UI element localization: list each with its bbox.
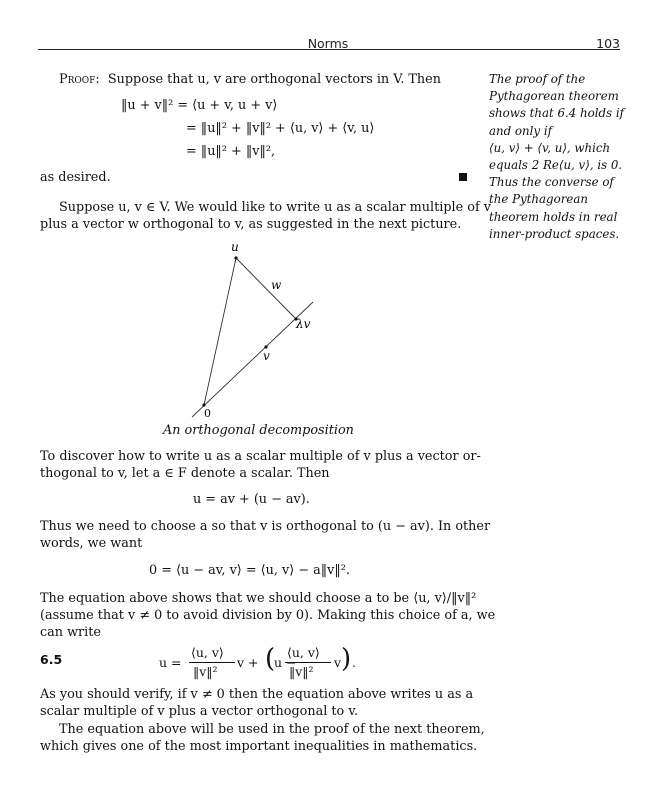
page-number: 103 [596,36,620,51]
w-vector-line [236,258,296,319]
sidebar-note-line: inner-product spaces. [489,226,620,241]
sidebar-note-line: equals 2 Re⟨u, v⟩, is 0. [489,158,623,173]
equation-number: 6.5 [40,652,63,667]
sidebar-note-line: The proof of the [489,72,586,86]
figure-caption: An orthogonal decomposition [163,423,354,438]
paragraph-4-line-2: (assume that v ≠ 0 to avoid division by 0). Making this choice of a, we [40,608,496,623]
sidebar-note-line: theorem holds in real [489,209,618,224]
proof-equation-3: = ‖u‖² + ‖v‖², [186,144,276,159]
eq65-denominator-1: ‖v‖² [193,664,218,679]
label-origin: 0 [204,407,211,420]
paragraph-2-line-1: To discover how to write u as a scalar multiple of v plus a vector or- [40,449,481,464]
eq65-fraction-bar-2 [285,662,331,663]
eq65-fraction-bar-1 [189,662,235,663]
eq65-open-paren: ( [265,644,276,674]
proof-equation-2: = ‖u‖² + ‖v‖² + ⟨u, v⟩ + ⟨v, u⟩ [186,121,375,136]
label-lambda-v: λv [296,317,311,331]
sidebar-note-line: shows that 6.4 holds if [489,106,624,121]
paragraph-6-line-2: which gives one of the most important inequalities in mathematics. [40,739,478,754]
paragraph-1-line-2: plus a vector w orthogonal to v, as suggested in the next picture. [40,217,462,232]
proof-closing: as desired. [40,170,111,185]
sidebar-note-line: Pythagorean theorem [489,89,619,104]
eq65-close-paren: ) [341,644,352,674]
proof-intro: Suppose that u, v are orthogonal vectors in V. Then [107,72,441,87]
sidebar-note-line: and only if [489,123,552,138]
eq65-lhs: u = [159,655,182,670]
paragraph-5-line-2: scalar multiple of v plus a vector orthogonal to v. [40,704,359,719]
u-vector-line [204,258,236,405]
proof-label: Proof: [59,72,100,87]
eq65-numerator-1: ⟨u, v⟩ [191,645,224,660]
label-u: u [231,240,239,254]
paragraph-3-line-1: Thus we need to choose a so that v is orthogonal to (u − av). In other [40,519,491,534]
label-w: w [271,278,282,292]
running-header-title: Norms [307,36,349,51]
paragraph-4-line-3: can write [40,625,101,640]
eq65-end: . [352,655,356,670]
paragraph-3-line-2: words, we want [40,536,143,551]
paragraph-6-line-1: The equation above will be used in the proof of the next theorem, [59,722,485,737]
paragraph-2-line-2: thogonal to v, let a ∈ F denote a scalar. Then [40,466,330,481]
eq65-close-term: v [334,655,342,670]
eq65-denominator-2: ‖v‖² [289,664,314,679]
proof-equation-1: ‖u + v‖² = ⟨u + v, u + v⟩ [121,98,278,113]
eq65-open-term: u − [274,655,297,670]
paragraph-4-line-1: The equation above shows that we should choose a to be ⟨u, v⟩/‖v‖² [40,591,477,606]
paragraph-5-line-1: As you should verify, if v ≠ 0 then the equation above writes u as a [40,687,474,702]
sidebar-note-line: Thus the converse of [489,175,614,190]
eq65-numerator-2: ⟨u, v⟩ [287,645,320,660]
sidebar-note-line: the Pythagorean [489,192,588,207]
u-point [234,256,237,259]
eq65-middle: v + [237,655,259,670]
label-v: v [263,349,270,363]
decomposition-equation: u = av + (u − av). [193,492,310,507]
orthogonality-equation: 0 = ⟨u − av, v⟩ = ⟨u, v⟩ − a‖v‖². [149,563,350,578]
sidebar-note-line: ⟨u, v⟩ + ⟨v, u⟩, which [489,140,611,155]
paragraph-1-line-1: Suppose u, v ∈ V. We would like to write u as a scalar multiple of v [59,200,492,215]
